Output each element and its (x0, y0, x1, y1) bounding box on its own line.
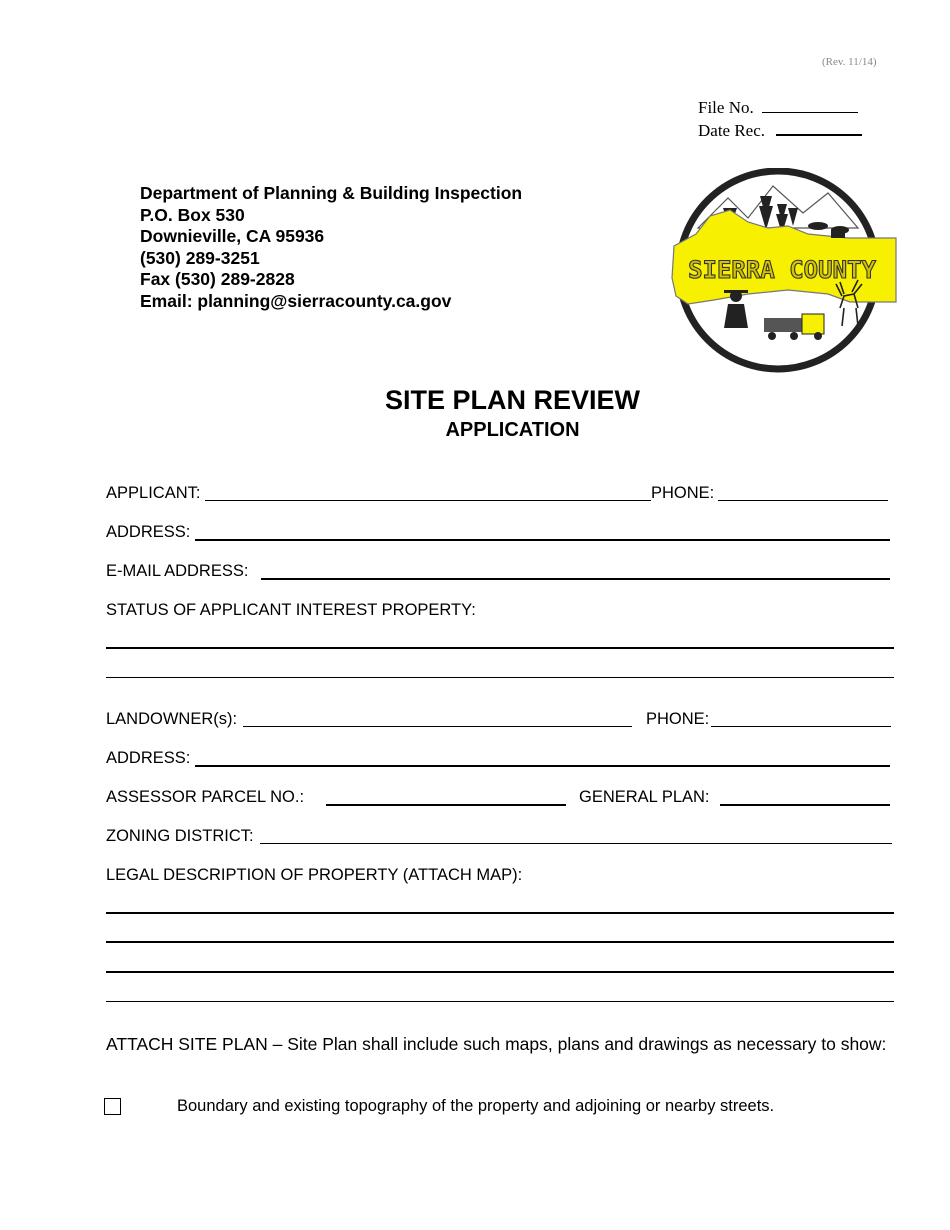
applicant-label: APPLICANT: (106, 484, 201, 502)
department-phone: (530) 289-3251 (140, 247, 260, 268)
department-city: Downieville, CA 95936 (140, 226, 325, 246)
status-label: STATUS OF APPLICANT INTEREST PROPERTY: (106, 601, 476, 619)
email-label: E-MAIL ADDRESS: (106, 562, 249, 580)
applicant-phone-label: PHONE: (651, 484, 715, 502)
sierra-county-seal (668, 168, 898, 373)
department-fax: Fax (530) 289-2828 (140, 269, 295, 289)
landowner-address-label: ADDRESS: (106, 749, 191, 767)
revision-note: (Rev. 11/14) (822, 56, 877, 68)
landowner-phone-field[interactable] (711, 726, 891, 727)
legal-line-4[interactable] (106, 1001, 894, 1002)
parcel-field[interactable] (326, 804, 566, 806)
email-field[interactable] (261, 578, 890, 580)
legal-description-label: LEGAL DESCRIPTION OF PROPERTY (ATTACH MAP): (106, 866, 523, 884)
address-field[interactable] (195, 539, 890, 541)
form-title: SITE PLAN REVIEW (384, 385, 641, 415)
legal-line-1[interactable] (106, 912, 894, 914)
boundary-checkbox-label: Boundary and existing topography of the property and adjoining or nearby streets. (177, 1097, 775, 1115)
status-line-2[interactable] (106, 677, 894, 678)
general-plan-label: GENERAL PLAN: (579, 788, 710, 806)
department-name: Department of Planning & Building Inspection (140, 183, 523, 203)
general-plan-field[interactable] (720, 804, 890, 806)
date-rec-row (698, 120, 862, 141)
status-line-1[interactable] (106, 647, 894, 649)
department-email: Email: planning@sierracounty.ca.gov (140, 290, 452, 311)
date-rec-field[interactable] (776, 120, 862, 136)
file-no-field[interactable] (762, 98, 858, 113)
landowner-phone-label: PHONE: (646, 710, 710, 728)
boundary-checkbox[interactable] (104, 1098, 121, 1115)
applicant-phone-field[interactable] (718, 500, 888, 501)
legal-line-3[interactable] (106, 971, 894, 973)
parcel-label: ASSESSOR PARCEL NO.: (106, 788, 305, 806)
site-plan-intro: ATTACH SITE PLAN – Site Plan shall include such maps, plans and drawings as necessary to show: (106, 1034, 887, 1054)
address-label: ADDRESS: (106, 523, 191, 541)
legal-line-2[interactable] (106, 941, 894, 943)
department-address-block (140, 183, 522, 312)
date-rec-label: Date Rec. (698, 121, 766, 140)
logo-text: SIERRA COUNTY (688, 256, 876, 284)
file-no-label: File No. (698, 98, 754, 117)
landowner-address-field[interactable] (195, 765, 890, 767)
file-no-row (698, 98, 858, 118)
zoning-field[interactable] (260, 843, 892, 844)
form-subtitle: APPLICATION (445, 419, 580, 441)
applicant-field[interactable] (205, 500, 651, 501)
landowner-field[interactable] (243, 726, 632, 727)
department-po-box: P.O. Box 530 (140, 204, 245, 225)
zoning-label: ZONING DISTRICT: (106, 827, 254, 845)
landowner-label: LANDOWNER(s): (106, 710, 238, 728)
